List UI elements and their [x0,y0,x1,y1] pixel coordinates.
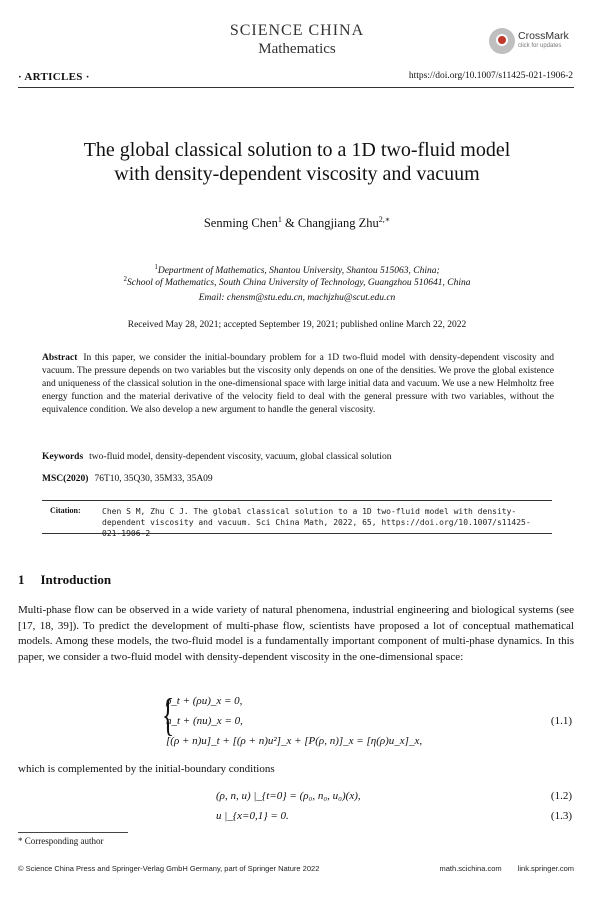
footer-link[interactable]: math.scichina.com [439,864,502,873]
author-sup: 2,∗ [378,215,391,224]
received-dates: Received May 28, 2021; accepted September 19, 2021; published online March 22, 2022 [127,320,467,330]
keywords [42,451,554,464]
abstract-label: Abstract [42,353,78,363]
copyright: © Science China Press and Springer-Verlag GmbH Germany, part of Springer Nature 2022 [18,864,320,873]
keywords-text: two-fluid model, density-dependent viscosity, vacuum, global classical solution [89,452,392,462]
title-line: The global classical solution to a 1D two-fluid model [83,139,511,161]
author-name: Senming Chen [203,216,278,231]
authors [0,215,594,231]
equation-line: ρ_t + (ρu)_x = 0, [166,695,243,707]
journal-name: SCIENCE CHINA [229,22,365,39]
affiliation-sup: 2 [123,275,127,283]
keywords-label: Keywords [42,452,84,462]
equation-1-2: (ρ, n, u) |_{t=0} = (ρ₀, n₀, u₀)(x), [216,790,361,802]
left-brace: { [161,689,175,740]
affiliation [0,273,594,289]
footer-link[interactable]: link.springer.com [517,864,574,873]
section-title: Introduction [40,572,112,587]
email-line: Email: chensm@stu.edu.cn, machjzhu@scut.edu.cn [198,293,396,303]
affiliation-text: Department of Mathematics, Shantou University, Shantou 515063, China; [157,266,440,277]
journal-subject: Mathematics [258,41,336,57]
affiliation-text: School of Mathematics, South China University of Technology, Guangzhou 510641, China [127,278,471,289]
equation-number: (1.1) [550,715,572,727]
equation-number: (1.2) [550,790,572,802]
section-number: 1 [18,572,25,587]
section-label: · ARTICLES · [18,71,90,83]
msc-text: 76T10, 35Q30, 35M33, 35A09 [94,474,213,484]
equation-line: n_t + (nu)_x = 0, [166,715,243,727]
title-line: with density-dependent viscosity and vacuum [114,163,480,185]
article-title [0,138,594,186]
page-footer [18,864,574,873]
section-heading [18,572,111,588]
crossmark-sub: click for updates [518,43,562,49]
crossmark-name: CrossMark [518,30,569,42]
complement-text: which is complemented by the initial-boundary conditions [18,763,275,775]
citation-text: Chen S M, Zhu C J. The global classical solution to a 1D two-fluid model with density-dependent viscosity and vacuum. Sci China Math, 2022, 65, https://doi.org/10.1007/s11425-021-1906-2 [102,507,531,538]
author-separator: & [281,216,298,231]
footnote-divider [18,832,128,833]
header-divider [18,87,574,88]
doi-link[interactable]: https://doi.org/10.1007/s11425-021-1906-2 [408,71,573,81]
abstract-text: In this paper, we consider the initial-boundary problem for a 1D two-fluid model with density-dependent viscosity and vacuum. The pressure depends on two variables but the viscosity only depends on one of the densities. We prove the global existence and uniqueness of the classical solution in the one-dimensional space with large initial data and vacuum. We use a new Helmholtz free energy function and the material derivative of the velocity field to deal with the general pressure with two variables, without the equivalence condition. We also develop a new argument to handle the general viscosity. [42,353,554,415]
crossmark-badge[interactable] [489,28,581,56]
crossmark-icon [489,28,515,54]
citation-label: Citation: [50,506,81,515]
msc [42,473,554,486]
equation-number: (1.3) [550,810,572,822]
author-sup: 1 [277,215,282,224]
equation-line: [(ρ + n)u]_t + [(ρ + n)u²]_x + [P(ρ, n)]_x = [η(ρ)u_x]_x, [166,735,423,747]
abstract [42,352,554,417]
equation-1-3: u |_{x=0,1} = 0. [216,810,289,822]
intro-paragraph: Multi-phase flow can be observed in a wide variety of natural phenomena, industrial engineering and biological systems (see [17, 18, 39]). To predict the development of multi-phase flow, scientists have proposed a lot of conceptual mathematical models. Among these models, the two-fluid model is a fundamentally important component of multi-phase dynamics. In this paper, we consider a two-fluid model with density-dependent viscosity in the one-dimensional space: [18,604,574,663]
citation-box [42,500,552,538]
affiliation-sup: 1 [154,263,158,271]
msc-label: MSC(2020) [42,474,89,484]
footnote: * Corresponding author [18,836,104,846]
author-name: Changjiang Zhu [297,216,379,231]
